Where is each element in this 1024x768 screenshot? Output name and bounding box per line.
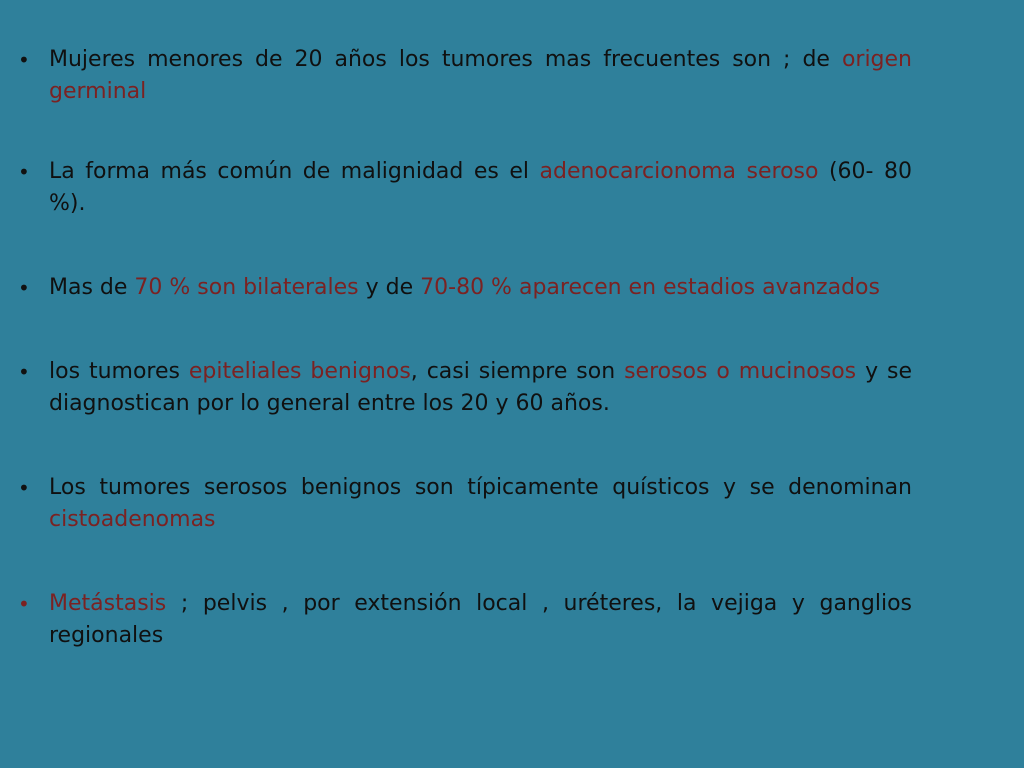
bullet-item-1 <box>18 44 912 108</box>
bullet-marker: • <box>18 592 30 616</box>
bullet-marker: • <box>18 48 30 72</box>
bullet-text-1 <box>49 44 912 108</box>
highlight-segment: serosos o mucinosos <box>624 359 857 384</box>
spacer <box>18 108 912 156</box>
bullet-item-3 <box>18 272 912 304</box>
text-segment: Los tumores serosos benignos son típicamente quísticos y se denominan <box>49 475 912 500</box>
bullet-marker: • <box>18 160 30 184</box>
text-segment: La forma más común de malignidad es el <box>49 159 540 184</box>
text-segment: Mas de <box>49 275 135 300</box>
bullet-text-3 <box>49 272 912 304</box>
spacer <box>18 536 912 588</box>
highlight-segment: Metástasis <box>49 591 167 616</box>
bullet-list <box>18 44 912 652</box>
bullet-text-6 <box>49 588 912 652</box>
spacer <box>18 220 912 272</box>
bullet-marker: • <box>18 360 30 384</box>
bullet-item-5 <box>18 472 912 536</box>
bullet-item-2 <box>18 156 912 220</box>
text-segment: ; pelvis , por extensión local , uréteres, la vejiga y ganglios regionales <box>49 591 912 648</box>
highlight-segment: epiteliales benignos <box>188 359 411 384</box>
text-segment: y se diagnostican por lo general entre los 20 y 60 años. <box>49 359 913 416</box>
text-segment: (60- 80 %). <box>49 159 912 216</box>
highlight-segment: adenocarcionoma seroso <box>539 159 819 184</box>
text-segment: los tumores <box>49 359 189 384</box>
highlight-segment: 70-80 % aparecen en estadios avanzados <box>420 275 880 300</box>
bullet-marker: • <box>18 276 30 300</box>
bullet-item-6 <box>18 588 912 652</box>
spacer <box>18 304 912 356</box>
text-segment: Mujeres menores de 20 años los tumores mas frecuentes son ; de <box>49 47 842 72</box>
bullet-text-4 <box>49 356 912 420</box>
highlight-segment: cistoadenomas <box>49 507 216 532</box>
bullet-marker: • <box>18 476 30 500</box>
text-segment: , casi siempre son <box>410 359 625 384</box>
bullet-text-2 <box>49 156 912 220</box>
bullet-text-5 <box>49 472 912 536</box>
highlight-segment: origen germinal <box>49 47 912 104</box>
bullet-item-4 <box>18 356 912 420</box>
text-segment: y de <box>358 275 421 300</box>
spacer <box>18 420 912 472</box>
highlight-segment: 70 % son bilaterales <box>134 275 359 300</box>
